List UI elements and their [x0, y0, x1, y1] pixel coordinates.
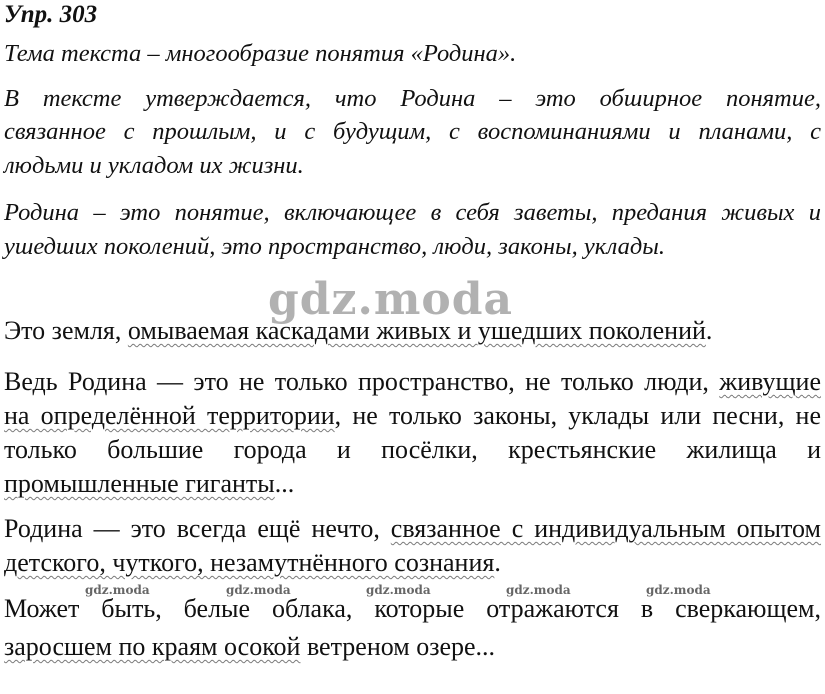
small-watermark: gdz.moda [226, 583, 291, 597]
definition-line-2: ушедших поколений, это пространство, люди, законы, уклады. [4, 233, 666, 260]
paragraph-1-text: Это земля, [4, 316, 128, 345]
paragraph-4-text: ветреном озере... [300, 632, 496, 661]
paragraph-2-text-1: Ведь Родина — это не только пространство, не только люди, [4, 367, 720, 396]
exercise-heading: Упр. 303 [4, 1, 98, 28]
paragraph-2-text-2: , не только законы, уклады или песни, не [334, 401, 821, 430]
small-watermark: gdz.moda [506, 583, 571, 597]
paragraph-2-line-4 [4, 467, 294, 501]
paragraph-2-line-1 [4, 365, 821, 399]
paragraph-2-ellipsis: ... [274, 469, 295, 498]
paragraph-2-line-3: только большие города и посёлки, крестьянские жилища и [4, 435, 821, 464]
small-watermark: gdz.moda [646, 583, 711, 597]
paragraph-1-line-1 [4, 314, 712, 348]
text-theme: Тема текста – многообразие понятия «Родина». [4, 40, 517, 67]
small-watermark: gdz.moda [85, 583, 150, 597]
paragraph-1-period: . [705, 316, 713, 345]
definition-line-1: Родина – это понятие, включающее в себя заветы, предания живых и [4, 199, 821, 226]
paragraph-1-underlined-text: омываемая каскадами живых и ушедших поколений [127, 316, 706, 345]
paragraph-4-line-1: Может быть, белые облака, которые отражаются в сверкающем, [4, 594, 821, 623]
paragraph-3-text: Родина — это всегда ещё нечто, [4, 514, 391, 543]
paragraph-3-period: . [494, 548, 501, 577]
statement-line-3: людьми и укладом их жизни. [4, 152, 304, 179]
paragraph-4-underlined-phrase: заросшем по краям осокой [4, 632, 301, 661]
small-watermark: gdz.moda [366, 583, 431, 597]
statement-line-1: В тексте утверждается, что Родина – это обширное понятие, [4, 85, 821, 112]
paragraph-2-underlined-word: живущие [719, 367, 821, 396]
paragraph-4-line-2 [4, 630, 495, 664]
watermark-logo: gdz.moda [268, 274, 514, 325]
paragraph-3-line-1 [4, 512, 821, 546]
paragraph-3-underlined-phrase: детского, чуткого, незамутнённого сознания [4, 548, 495, 577]
paragraph-2-underlined-end: промышленные гиганты [4, 469, 275, 498]
statement-line-2: связанное с прошлым, и с будущим, с воспоминаниями и планами, с [4, 118, 821, 145]
paragraph-3-line-2 [4, 546, 501, 580]
paragraph-3-underlined-text: связанное с индивидуальным опытом [390, 514, 822, 543]
paragraph-2-line-2 [4, 399, 821, 433]
paragraph-2-underlined-phrase: на определённой территории [4, 401, 335, 430]
